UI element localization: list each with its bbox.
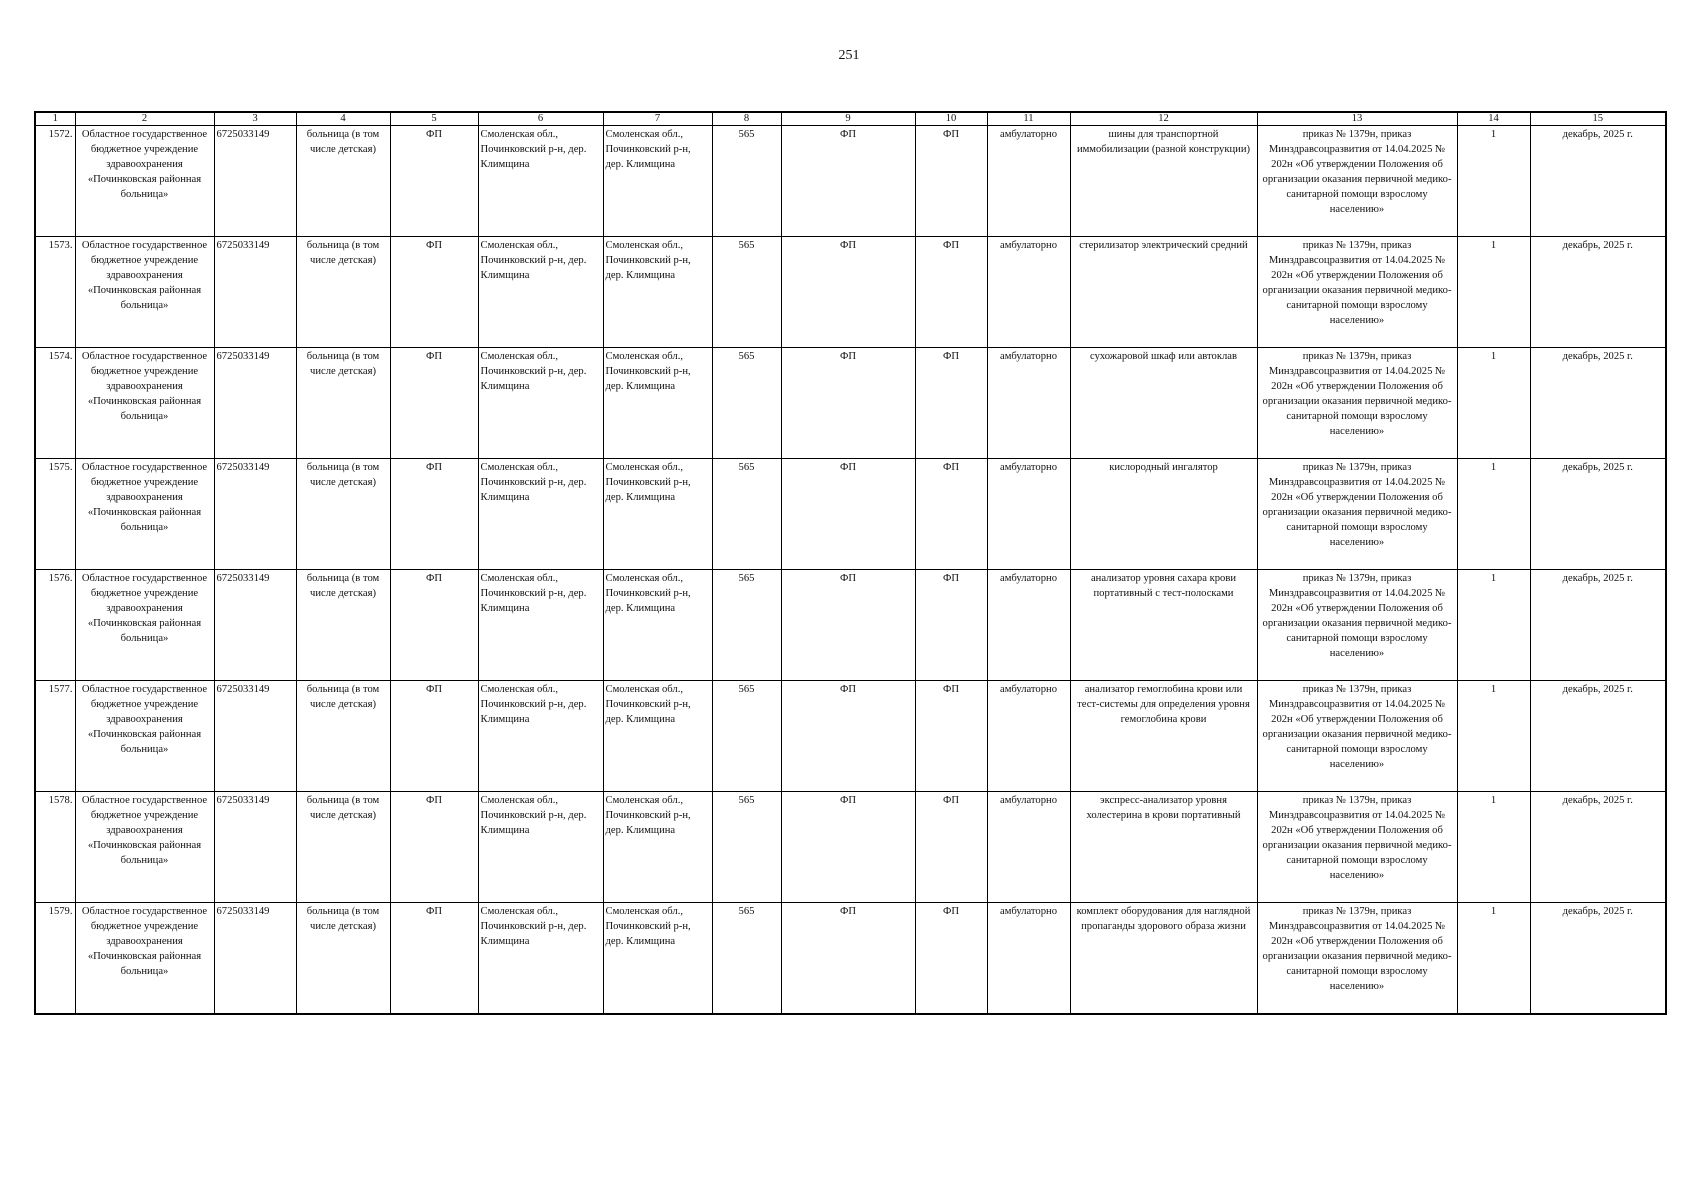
unit-type-3: ФП bbox=[915, 570, 987, 681]
inn: 6725033149 bbox=[214, 570, 296, 681]
delivery-date: декабрь, 2025 г. bbox=[1530, 459, 1666, 570]
facility-type: больница (в том числе детская) bbox=[296, 681, 390, 792]
row-number: 1577. bbox=[35, 681, 75, 792]
table-row bbox=[35, 681, 1666, 792]
inn: 6725033149 bbox=[214, 237, 296, 348]
care-condition: амбулаторно bbox=[987, 792, 1070, 903]
unit-type-3: ФП bbox=[915, 903, 987, 1015]
address-legal: Смоленская обл., Починковский р-н, дер. Климщина bbox=[478, 792, 603, 903]
facility-type: больница (в том числе детская) bbox=[296, 126, 390, 237]
column-number-row bbox=[35, 112, 1666, 126]
care-condition: амбулаторно bbox=[987, 348, 1070, 459]
delivery-date: декабрь, 2025 г. bbox=[1530, 792, 1666, 903]
care-condition: амбулаторно bbox=[987, 459, 1070, 570]
quantity: 1 bbox=[1457, 792, 1530, 903]
address-actual: Смоленская обл., Починковский р-н, дер. Климщина bbox=[603, 903, 712, 1015]
regulatory-basis: приказ № 1379н, приказ Минздравсоцразвития от 14.04.2025 № 202н «Об утверждении Положения об организации оказания первичной медико-санитарной помощи взрослому населению» bbox=[1257, 903, 1457, 1015]
quantity: 1 bbox=[1457, 903, 1530, 1015]
unit-type-2: ФП bbox=[781, 459, 915, 570]
population-count: 565 bbox=[712, 126, 781, 237]
column-header: 14 bbox=[1457, 112, 1530, 126]
unit-type-2: ФП bbox=[781, 903, 915, 1015]
organization-name: Областное государственное бюджетное учреждение здравоохранения «Починковская районная больница» bbox=[75, 459, 214, 570]
population-count: 565 bbox=[712, 792, 781, 903]
organization-name: Областное государственное бюджетное учреждение здравоохранения «Починковская районная больница» bbox=[75, 237, 214, 348]
equipment-name: экспресс-анализатор уровня холестерина в крови портативный bbox=[1070, 792, 1257, 903]
row-number: 1578. bbox=[35, 792, 75, 903]
column-header: 12 bbox=[1070, 112, 1257, 126]
unit-type-2: ФП bbox=[781, 792, 915, 903]
population-count: 565 bbox=[712, 681, 781, 792]
regulatory-basis: приказ № 1379н, приказ Минздравсоцразвития от 14.04.2025 № 202н «Об утверждении Положения об организации оказания первичной медико-санитарной помощи взрослому населению» bbox=[1257, 459, 1457, 570]
unit-type-2: ФП bbox=[781, 681, 915, 792]
unit-type: ФП bbox=[390, 237, 478, 348]
inn: 6725033149 bbox=[214, 126, 296, 237]
table-row bbox=[35, 570, 1666, 681]
unit-type: ФП bbox=[390, 681, 478, 792]
address-legal: Смоленская обл., Починковский р-н, дер. Климщина bbox=[478, 237, 603, 348]
organization-name: Областное государственное бюджетное учреждение здравоохранения «Починковская районная больница» bbox=[75, 681, 214, 792]
population-count: 565 bbox=[712, 903, 781, 1015]
delivery-date: декабрь, 2025 г. bbox=[1530, 237, 1666, 348]
column-header: 10 bbox=[915, 112, 987, 126]
population-count: 565 bbox=[712, 459, 781, 570]
address-actual: Смоленская обл., Починковский р-н, дер. Климщина bbox=[603, 570, 712, 681]
unit-type-2: ФП bbox=[781, 237, 915, 348]
care-condition: амбулаторно bbox=[987, 903, 1070, 1015]
organization-name: Областное государственное бюджетное учреждение здравоохранения «Починковская районная больница» bbox=[75, 126, 214, 237]
unit-type: ФП bbox=[390, 792, 478, 903]
address-actual: Смоленская обл., Починковский р-н, дер. Климщина bbox=[603, 792, 712, 903]
column-header: 13 bbox=[1257, 112, 1457, 126]
row-number: 1574. bbox=[35, 348, 75, 459]
unit-type-3: ФП bbox=[915, 348, 987, 459]
delivery-date: декабрь, 2025 г. bbox=[1530, 348, 1666, 459]
table-row bbox=[35, 126, 1666, 237]
inn: 6725033149 bbox=[214, 681, 296, 792]
column-header: 5 bbox=[390, 112, 478, 126]
regulatory-basis: приказ № 1379н, приказ Минздравсоцразвития от 14.04.2025 № 202н «Об утверждении Положения об организации оказания первичной медико-санитарной помощи взрослому населению» bbox=[1257, 126, 1457, 237]
row-number: 1576. bbox=[35, 570, 75, 681]
unit-type: ФП bbox=[390, 348, 478, 459]
delivery-date: декабрь, 2025 г. bbox=[1530, 681, 1666, 792]
unit-type-3: ФП bbox=[915, 126, 987, 237]
table-row bbox=[35, 459, 1666, 570]
population-count: 565 bbox=[712, 348, 781, 459]
regulatory-basis: приказ № 1379н, приказ Минздравсоцразвития от 14.04.2025 № 202н «Об утверждении Положения об организации оказания первичной медико-санитарной помощи взрослому населению» bbox=[1257, 792, 1457, 903]
regulatory-basis: приказ № 1379н, приказ Минздравсоцразвития от 14.04.2025 № 202н «Об утверждении Положения об организации оказания первичной медико-санитарной помощи взрослому населению» bbox=[1257, 348, 1457, 459]
delivery-date: декабрь, 2025 г. bbox=[1530, 570, 1666, 681]
address-legal: Смоленская обл., Починковский р-н, дер. Климщина bbox=[478, 348, 603, 459]
address-legal: Смоленская обл., Починковский р-н, дер. Климщина bbox=[478, 126, 603, 237]
inn: 6725033149 bbox=[214, 903, 296, 1015]
equipment-name: кислородный ингалятор bbox=[1070, 459, 1257, 570]
regulatory-basis: приказ № 1379н, приказ Минздравсоцразвития от 14.04.2025 № 202н «Об утверждении Положения об организации оказания первичной медико-санитарной помощи взрослому населению» bbox=[1257, 237, 1457, 348]
unit-type-3: ФП bbox=[915, 459, 987, 570]
facility-type: больница (в том числе детская) bbox=[296, 348, 390, 459]
unit-type-2: ФП bbox=[781, 126, 915, 237]
table-row bbox=[35, 348, 1666, 459]
quantity: 1 bbox=[1457, 681, 1530, 792]
column-header: 1 bbox=[35, 112, 75, 126]
address-legal: Смоленская обл., Починковский р-н, дер. Климщина bbox=[478, 681, 603, 792]
equipment-name: анализатор гемоглобина крови или тест-системы для определения уровня гемоглобина крови bbox=[1070, 681, 1257, 792]
page-number: 251 bbox=[838, 48, 860, 63]
address-legal: Смоленская обл., Починковский р-н, дер. Климщина bbox=[478, 903, 603, 1015]
column-header: 11 bbox=[987, 112, 1070, 126]
care-condition: амбулаторно bbox=[987, 237, 1070, 348]
column-header: 15 bbox=[1530, 112, 1666, 126]
facility-type: больница (в том числе детская) bbox=[296, 570, 390, 681]
care-condition: амбулаторно bbox=[987, 126, 1070, 237]
column-header: 9 bbox=[781, 112, 915, 126]
inn: 6725033149 bbox=[214, 459, 296, 570]
row-number: 1575. bbox=[35, 459, 75, 570]
column-header: 7 bbox=[603, 112, 712, 126]
facility-type: больница (в том числе детская) bbox=[296, 459, 390, 570]
delivery-date: декабрь, 2025 г. bbox=[1530, 903, 1666, 1015]
table-body bbox=[35, 126, 1666, 1015]
unit-type: ФП bbox=[390, 903, 478, 1015]
equipment-name: комплект оборудования для наглядной пропаганды здорового образа жизни bbox=[1070, 903, 1257, 1015]
organization-name: Областное государственное бюджетное учреждение здравоохранения «Починковская районная больница» bbox=[75, 348, 214, 459]
equipment-name: стерилизатор электрический средний bbox=[1070, 237, 1257, 348]
quantity: 1 bbox=[1457, 348, 1530, 459]
organization-name: Областное государственное бюджетное учреждение здравоохранения «Починковская районная больница» bbox=[75, 792, 214, 903]
care-condition: амбулаторно bbox=[987, 681, 1070, 792]
delivery-date: декабрь, 2025 г. bbox=[1530, 126, 1666, 237]
address-legal: Смоленская обл., Починковский р-н, дер. Климщина bbox=[478, 459, 603, 570]
unit-type: ФП bbox=[390, 126, 478, 237]
equipment-name: шины для транспортной иммобилизации (разной конструкции) bbox=[1070, 126, 1257, 237]
table-row bbox=[35, 792, 1666, 903]
row-number: 1579. bbox=[35, 903, 75, 1015]
population-count: 565 bbox=[712, 570, 781, 681]
unit-type-3: ФП bbox=[915, 237, 987, 348]
regulatory-basis: приказ № 1379н, приказ Минздравсоцразвития от 14.04.2025 № 202н «Об утверждении Положения об организации оказания первичной медико-санитарной помощи взрослому населению» bbox=[1257, 570, 1457, 681]
quantity: 1 bbox=[1457, 459, 1530, 570]
address-actual: Смоленская обл., Починковский р-н, дер. Климщина bbox=[603, 126, 712, 237]
column-header: 3 bbox=[214, 112, 296, 126]
inn: 6725033149 bbox=[214, 792, 296, 903]
quantity: 1 bbox=[1457, 570, 1530, 681]
table-row bbox=[35, 903, 1666, 1015]
address-actual: Смоленская обл., Починковский р-н, дер. Климщина bbox=[603, 348, 712, 459]
equipment-name: сухожаровой шкаф или автоклав bbox=[1070, 348, 1257, 459]
unit-type-3: ФП bbox=[915, 792, 987, 903]
unit-type: ФП bbox=[390, 570, 478, 681]
address-actual: Смоленская обл., Починковский р-н, дер. Климщина bbox=[603, 459, 712, 570]
address-actual: Смоленская обл., Починковский р-н, дер. Климщина bbox=[603, 681, 712, 792]
care-condition: амбулаторно bbox=[987, 570, 1070, 681]
organization-name: Областное государственное бюджетное учреждение здравоохранения «Починковская районная больница» bbox=[75, 903, 214, 1015]
column-header: 4 bbox=[296, 112, 390, 126]
column-header: 2 bbox=[75, 112, 214, 126]
address-actual: Смоленская обл., Починковский р-н, дер. Климщина bbox=[603, 237, 712, 348]
table-row bbox=[35, 237, 1666, 348]
facility-type: больница (в том числе детская) bbox=[296, 792, 390, 903]
equipment-registry-table bbox=[34, 111, 1667, 1015]
quantity: 1 bbox=[1457, 237, 1530, 348]
regulatory-basis: приказ № 1379н, приказ Минздравсоцразвития от 14.04.2025 № 202н «Об утверждении Положения об организации оказания первичной медико-санитарной помощи взрослому населению» bbox=[1257, 681, 1457, 792]
unit-type-3: ФП bbox=[915, 681, 987, 792]
unit-type-2: ФП bbox=[781, 348, 915, 459]
facility-type: больница (в том числе детская) bbox=[296, 903, 390, 1015]
unit-type: ФП bbox=[390, 459, 478, 570]
column-header: 8 bbox=[712, 112, 781, 126]
equipment-name: анализатор уровня сахара крови портативный с тест-полосками bbox=[1070, 570, 1257, 681]
facility-type: больница (в том числе детская) bbox=[296, 237, 390, 348]
column-header: 6 bbox=[478, 112, 603, 126]
address-legal: Смоленская обл., Починковский р-н, дер. Климщина bbox=[478, 570, 603, 681]
row-number: 1573. bbox=[35, 237, 75, 348]
inn: 6725033149 bbox=[214, 348, 296, 459]
row-number: 1572. bbox=[35, 126, 75, 237]
population-count: 565 bbox=[712, 237, 781, 348]
quantity: 1 bbox=[1457, 126, 1530, 237]
organization-name: Областное государственное бюджетное учреждение здравоохранения «Починковская районная больница» bbox=[75, 570, 214, 681]
unit-type-2: ФП bbox=[781, 570, 915, 681]
